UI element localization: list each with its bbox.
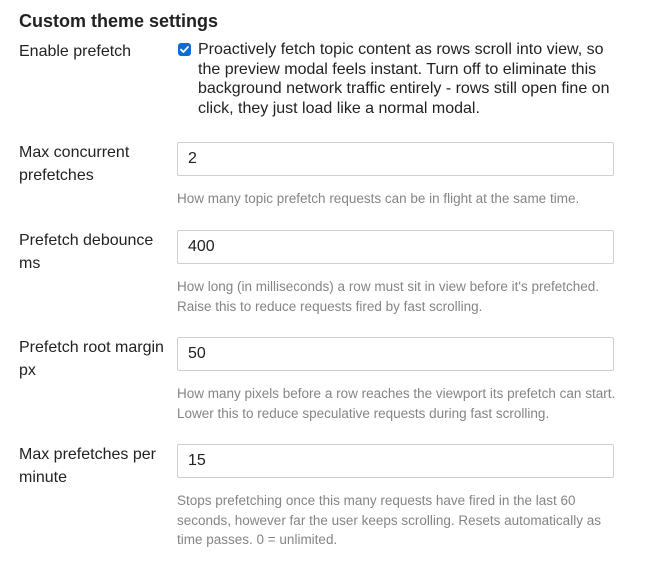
max-prefetches-per-minute-help: Stops prefetching once this many requests have fired in the last 60 seconds, however far the user keeps scrolling. Resets automatically as time passes. 0 = unlimited. [177,493,601,547]
max-concurrent-prefetches-help: How many topic prefetch requests can be in flight at the same time. [177,191,580,206]
enable-prefetch-checkbox[interactable] [178,43,191,56]
checkmark-icon [179,44,190,55]
prefetch-debounce-ms-label: Prefetch debounce ms [19,232,154,272]
prefetch-root-margin-px-input[interactable] [177,337,614,371]
prefetch-root-margin-px-label: Prefetch root margin px [19,339,164,379]
prefetch-debounce-ms-input[interactable] [177,230,614,264]
enable-prefetch-label: Enable prefetch [19,43,132,60]
enable-prefetch-description: Proactively fetch topic content as rows scroll into view, so the preview modal feels instant. Turn off to eliminate this background network traffic entirely - rows still open fine on click, they just load like a normal modal. [198,41,610,117]
prefetch-debounce-ms-help: How long (in milliseconds) a row must sit in view before it's prefetched. Raise this to reduce requests fired by fast scrolling. [177,279,599,314]
max-concurrent-prefetches-input[interactable] [177,142,614,176]
max-concurrent-prefetches-label: Max concurrent prefetches [19,144,130,184]
prefetch-root-margin-px-help: How many pixels before a row reaches the viewport its prefetch can start. Lower this to reduce speculative requests during fast scrolling. [177,386,616,421]
max-prefetches-per-minute-label: Max prefetches per minute [19,446,156,486]
page-title: Custom theme settings [19,11,219,31]
max-prefetches-per-minute-input[interactable] [177,444,614,478]
